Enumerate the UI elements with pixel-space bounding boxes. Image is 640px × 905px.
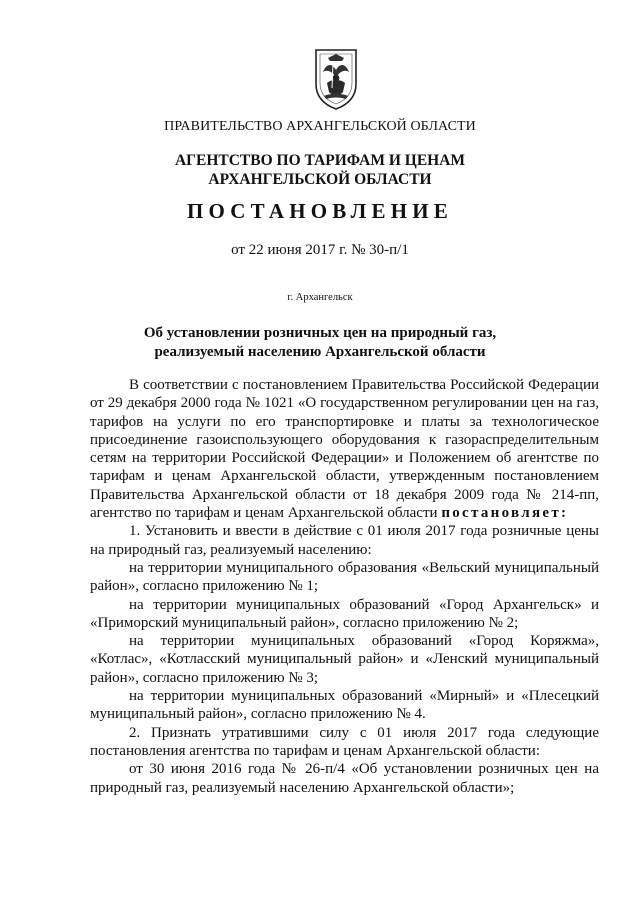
- document-type-title: ПОСТАНОВЛЕНИЕ: [186, 199, 454, 223]
- paragraph-item-2: 2. Признать утратившими силу с 01 июля 2017 года следующие постановления агентства по тарифам и ценам Архангельской области:: [90, 724, 599, 759]
- agency-name-line2: АРХАНГЕЛЬСКОЙ ОБЛАСТИ: [208, 171, 432, 188]
- agency-name-line1: АГЕНТСТВО ПО ТАРИФАМ И ЦЕНАМ: [174, 152, 466, 169]
- preamble-text: В соответствии с постановлением Правительства Российской Федерации от 29 декабря 2000 года № 1021 «О государственном регулировании цен на газ, тарифов на услуги по его транспортировке и платы за технологическое присоединение газоиспользующего оборудования к газораспределительным сетям на территории Российской Федерации» и Положением об агентстве по тарифам и ценам Архангельской области, утвержденным постановлением Правительства Архангельской области от 18 декабря 2009 года № 214-пп, агентство по тарифам и ценам Архангельской области: [90, 377, 599, 522]
- paragraph-item-1b: на территории муниципальных образований «Город Архангельск» и «Приморский муниципальный район», согласно приложению № 2;: [90, 596, 599, 631]
- document-body: [90, 376, 599, 797]
- decree-word: постановляет: [441, 505, 561, 522]
- paragraph-item-1a: на территории муниципального образования «Вельский муниципальный район», согласно приложению № 1;: [90, 559, 599, 595]
- paragraph-item-1d: на территории муниципальных образований «Мирный» и «Плесецкий муниципальный район», согласно приложению № 4.: [90, 688, 599, 723]
- agency-name: [0, 151, 640, 189]
- decree-colon: :: [561, 505, 566, 522]
- city-name: г. Архангельск: [287, 292, 353, 303]
- preamble-paragraph: [90, 376, 599, 522]
- coat-of-arms-icon: [313, 48, 359, 110]
- subject-line1: Об установлении розничных цен на природный газ,: [143, 325, 497, 341]
- paragraph-item-1: 1. Установить и ввести в действие с 01 июля 2017 года розничные цены на природный газ, реализуемый населению:: [90, 523, 599, 558]
- paragraph-item-1c: на территории муниципальных образований «Город Коряжма», «Котлас», «Котласский муниципальный район» и «Ленский муниципальный район», согласно приложению № 3;: [90, 633, 599, 686]
- paragraph-item-2a: от 30 июня 2016 года № 26-п/4 «Об установлении розничных цен на природный газ, реализуемый населению Архангельской области»;: [90, 761, 599, 796]
- document-subject: [0, 324, 640, 362]
- government-name: ПРАВИТЕЛЬСТВО АРХАНГЕЛЬСКОЙ ОБЛАСТИ: [164, 119, 476, 134]
- subject-line2: реализуемый населению Архангельской области: [154, 344, 486, 360]
- date-and-number: от 22 июня 2017 г. № 30-п/1: [231, 242, 409, 258]
